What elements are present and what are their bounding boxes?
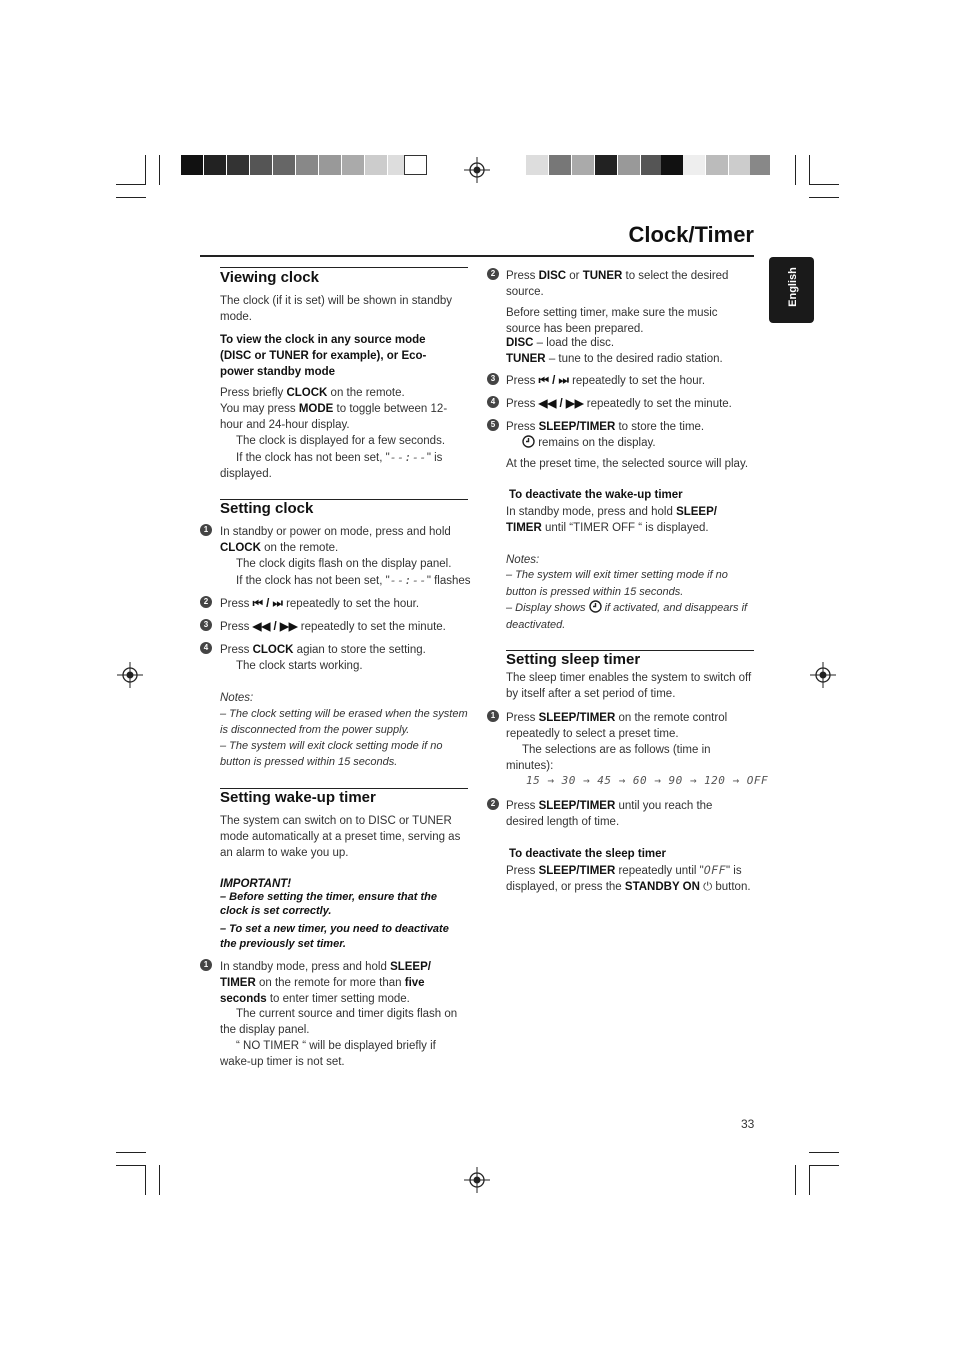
step-number: 1 [200,959,212,971]
setting-clock-notes-label: Notes: [220,692,254,704]
wakeup-deactivate-heading: To deactivate the wake-up timer [509,489,683,501]
registration-mark-icon [464,1167,490,1193]
step-number: 5 [487,419,499,431]
important-note-2: – To set a new timer, you need to deactivate the previously set timer. [220,923,449,950]
step-number: 2 [200,596,212,608]
setting-clock-flash: The clock digits flash on the display panel. [236,558,452,570]
wakeup-step-5-play: At the preset time, the selected source will play. [506,458,749,470]
sleep-sequence: 15 → 30 → 45 → 60 → 90 → 120 → OFF [526,774,769,787]
registration-mark-icon [117,662,143,688]
clock-icon [589,600,602,613]
wakeup-step-5: Press SLEEP/TIMER to store the time. [506,421,705,433]
setting-clock-step-1: In standby or power on mode, press and hold CLOCK on the remote. [220,526,451,554]
step-number: 4 [487,396,499,408]
wakeup-step-4: Press ◀◀ / ▶▶ repeatedly to set the minute. [506,398,732,410]
step-number: 2 [487,798,499,810]
language-tab [769,257,814,323]
setting-clock-step-2: Press ⏮ / ⏭ repeatedly to set the hour. [220,598,420,610]
wakeup-step-2-prep: Before setting timer, make sure the music source has been prepared. [506,307,718,335]
sleep-deactivate-heading: To deactivate the sleep timer [509,848,667,860]
setting-clock-note-2: – The system will exit clock setting mode if no button is pressed within 15 seconds. [220,740,443,768]
title-rule [200,255,754,257]
setting-clock-unset: If the clock has not been set, "--:--" flashes [236,573,471,587]
viewing-clock-bold-intro: To view the clock in any source mode (DISC or TUNER for example), or Eco-power standby mode [220,334,427,378]
wakeup-tuner: TUNER – tune to the desired radio station. [506,353,723,365]
sleep-deactivate-text: Press SLEEP/TIMER repeatedly until "OFF" is displayed, or press the STANDBY ON ⏻ button. [506,863,751,893]
viewing-clock-shown: The clock is displayed for a few seconds. [236,435,446,447]
page-number: 33 [741,1117,755,1131]
step-number: 3 [200,619,212,631]
step-number: 1 [200,524,212,536]
sleep-heading: Setting sleep timer [506,651,641,668]
step-number: 4 [200,642,212,654]
wakeup-step-1-flash: The current source and timer digits flash on the display panel. [220,1008,458,1036]
sleep-step-2: Press SLEEP/TIMER until you reach the desired length of time. [506,800,713,828]
step-number: 2 [487,268,499,280]
language-tab-label: English [786,267,799,307]
registration-mark-icon [464,157,490,183]
sleep-step-1-selections: The selections are as follows (time in minutes): [506,744,711,772]
step-number: 1 [487,710,499,722]
page-title: Clock/Timer [628,222,754,247]
wakeup-step-5-remains: remains on the display. [522,435,656,451]
setting-clock-step-3: Press ◀◀ / ▶▶ repeatedly to set the minute. [220,621,446,633]
setting-clock-note-1: – The clock setting will be erased when the system is disconnected from the power supply. [220,708,468,736]
wakeup-step-1-notimer: “ NO TIMER “ will be displayed briefly if wake-up timer is not set. [220,1040,436,1068]
setting-clock-working: The clock starts working. [236,660,363,672]
clock-icon [522,435,535,448]
registration-mark-icon [810,662,836,688]
viewing-clock-unset: If the clock has not been set, "--:--" is displayed. [220,450,443,480]
viewing-clock-heading: Viewing clock [220,269,319,286]
wakeup-step-3: Press ⏮ / ⏭ repeatedly to set the hour. [506,375,706,387]
setting-clock-step-4: Press CLOCK agian to store the setting. [220,644,426,656]
wakeup-note-1: – The system will exit timer setting mode if no button is pressed within 15 seconds. [506,569,728,598]
wakeup-heading: Setting wake-up timer [220,789,376,806]
wakeup-step-2: Press DISC or TUNER to select the desired source. [506,270,729,298]
wakeup-notes-label: Notes: [506,554,540,566]
wakeup-note-2: – Display shows if activated, and disappears if deactivated. [506,602,748,631]
wakeup-deactivate-text: In standby mode, press and hold SLEEP/ TIMER until “TIMER OFF “ is displayed. [506,506,717,534]
wakeup-intro: The system can switch on to DISC or TUNER mode automatically at a preset time, serving as an alarm to wake you up. [220,815,461,859]
step-number: 3 [487,373,499,385]
sleep-step-1: Press SLEEP/TIMER on the remote control repeatedly to select a preset time. [506,712,728,740]
setting-clock-heading: Setting clock [220,500,314,517]
important-label: IMPORTANT! [220,878,292,890]
wakeup-disc: DISC – load the disc. [506,337,615,349]
sleep-intro: The sleep timer enables the system to switch off by itself after a set period of time. [506,672,752,700]
viewing-clock-press: Press briefly CLOCK on the remote. You may press MODE to toggle between 12-hour and 24-hour display. [220,387,448,431]
viewing-clock-intro: The clock (if it is set) will be shown in standby mode. [220,295,453,323]
wakeup-step-1: In standby mode, press and hold SLEEP/ TIMER on the remote for more than five seconds to enter timer setting mode. [220,961,431,1005]
important-note-1: – Before setting the timer, ensure that the clock is set correctly. [220,891,437,917]
